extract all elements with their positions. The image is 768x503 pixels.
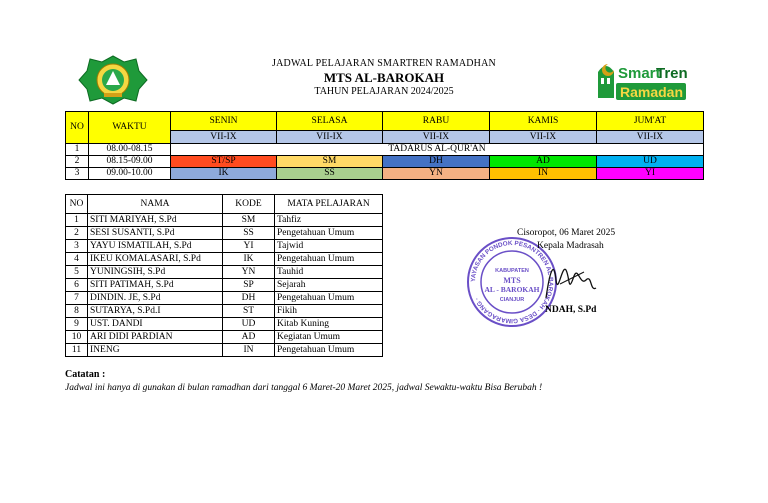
class-range: VII-IX — [383, 131, 490, 144]
teacher-code: YI — [223, 240, 275, 253]
teacher-no: 6 — [66, 279, 88, 292]
row-no: 3 — [66, 168, 89, 180]
subject-cell: IN — [490, 168, 597, 180]
subject-cell: UD — [597, 156, 704, 168]
teacher-code: IN — [223, 344, 275, 357]
teacher-code: YN — [223, 266, 275, 279]
teacher-code: AD — [223, 331, 275, 344]
table-row — [66, 344, 383, 357]
teacher-no: 7 — [66, 292, 88, 305]
signature-name: NDAH, S.Pd — [545, 305, 597, 315]
table-row — [66, 253, 383, 266]
row-time: 09.00-10.00 — [89, 168, 171, 180]
teacher-no: 11 — [66, 344, 88, 357]
teacher-subject: Tajwid — [275, 240, 383, 253]
subject-cell: IK — [171, 168, 277, 180]
teacher-name: SITI MARIYAH, S.Pd — [88, 214, 223, 227]
class-range: VII-IX — [277, 131, 383, 144]
teacher-subject: Kegiatan Umum — [275, 331, 383, 344]
teacher-code: SS — [223, 227, 275, 240]
teacher-code: UD — [223, 318, 275, 331]
teacher-name: DINDIN. JE, S.Pd — [88, 292, 223, 305]
table-row — [66, 292, 383, 305]
logo-text-smart: Smart — [618, 65, 661, 82]
teacher-code: DH — [223, 292, 275, 305]
teacher-name: SESI SUSANTI, S.Pd — [88, 227, 223, 240]
table-row — [66, 305, 383, 318]
header-no: NO — [66, 112, 89, 144]
logo-text-ramadan: Ramadan — [620, 84, 684, 100]
smartren-ramadan-logo — [596, 58, 688, 102]
subject-cell: ST/SP — [171, 156, 277, 168]
stamp-main-text: MTS — [503, 276, 521, 285]
teacher-subject: Sejarah — [275, 279, 383, 292]
teacher-name: SUTARYA, S.Pd.I — [88, 305, 223, 318]
subject-cell: YI — [597, 168, 704, 180]
teacher-no: 10 — [66, 331, 88, 344]
stamp-ring-text: YAYASAN PONDOK PESANTREN AL-BAROKAH · DESA GIMARAGANG · — [469, 239, 555, 325]
teacher-subject: Pengetahuan Umum — [275, 292, 383, 305]
teacher-subject: Pengetahuan Umum — [275, 344, 383, 357]
header-no: NO — [66, 195, 88, 214]
header-nama: NAMA — [88, 195, 223, 214]
table-row — [66, 318, 383, 331]
teacher-subject: Tauhid — [275, 266, 383, 279]
row-time: 08.00-08.15 — [89, 144, 171, 156]
teacher-subject: Fikih — [275, 305, 383, 318]
table-row — [66, 214, 383, 227]
header-day: SENIN — [171, 112, 277, 131]
teacher-name: YUNINGSIH, S.Pd — [88, 266, 223, 279]
row-time: 08.15-09.00 — [89, 156, 171, 168]
teacher-subject: Pengetahuan Umum — [275, 253, 383, 266]
row-no: 2 — [66, 156, 89, 168]
teacher-no: 8 — [66, 305, 88, 318]
header-mapel: MATA PELAJARAN — [275, 195, 383, 214]
teacher-table — [65, 194, 383, 357]
teacher-subject: Kitab Kuning — [275, 318, 383, 331]
handwritten-signature — [540, 250, 600, 310]
subject-cell: YN — [383, 168, 490, 180]
teacher-name: ARI DIDI PARDIAN — [88, 331, 223, 344]
teacher-subject: Pengetahuan Umum — [275, 227, 383, 240]
teacher-name: SITI PATIMAH, S.Pd — [88, 279, 223, 292]
school-name: MTS AL-BAROKAH — [323, 70, 445, 85]
header-waktu: WAKTU — [89, 112, 171, 144]
teacher-name: INENG — [88, 344, 223, 357]
madrasah-logo — [78, 55, 148, 105]
academic-year: TAHUN PELAJARAN 2024/2025 — [314, 86, 454, 97]
table-row — [66, 331, 383, 344]
teacher-code: ST — [223, 305, 275, 318]
teacher-code: SM — [223, 214, 275, 227]
teacher-subject: Tahfiz — [275, 214, 383, 227]
class-range: VII-IX — [171, 131, 277, 144]
signature-role: Kepala Madrasah — [537, 241, 604, 251]
teacher-no: 3 — [66, 240, 88, 253]
stamp-bottom-text: CIANJUR — [499, 297, 525, 303]
stamp-main-text: AL - BAROKAH — [484, 285, 540, 294]
table-row — [66, 266, 383, 279]
row-no: 1 — [66, 144, 89, 156]
teacher-no: 2 — [66, 227, 88, 240]
teacher-no: 4 — [66, 253, 88, 266]
teacher-no: 9 — [66, 318, 88, 331]
teacher-name: YAYU ISMATILAH, S.Pd — [88, 240, 223, 253]
teacher-code: SP — [223, 279, 275, 292]
page-title-line1: JADWAL PELAJARAN SMARTREN RAMADHAN — [272, 58, 496, 69]
teacher-no: 5 — [66, 266, 88, 279]
stamp-top-text: KABUPATEN — [495, 268, 529, 274]
subject-cell: AD — [490, 156, 597, 168]
teacher-no: 1 — [66, 214, 88, 227]
signature-place-date: Cisoropot, 06 Maret 2025 — [517, 228, 616, 238]
header-kode: KODE — [223, 195, 275, 214]
schedule-table — [65, 111, 704, 180]
table-row — [66, 227, 383, 240]
note-title: Catatan : — [65, 369, 106, 380]
tadarus-cell: TADARUS AL-QUR'AN — [171, 144, 704, 156]
class-range: VII-IX — [490, 131, 597, 144]
table-row — [66, 279, 383, 292]
header-day: SELASA — [277, 112, 383, 131]
header-day: JUM'AT — [597, 112, 704, 131]
subject-cell: SM — [277, 156, 383, 168]
teacher-name: UST. DANDI — [88, 318, 223, 331]
note-body: Jadwal ini hanya di gunakan di bulan ramadhan dari tanggal 6 Maret-20 Maret 2025, jadwal Sewaktu-waktu Bisa Berubah ! — [65, 383, 543, 393]
header-day: KAMIS — [490, 112, 597, 131]
subject-cell: DH — [383, 156, 490, 168]
teacher-code: IK — [223, 253, 275, 266]
teacher-name: IKEU KOMALASARI, S.Pd — [88, 253, 223, 266]
header-day: RABU — [383, 112, 490, 131]
subject-cell: SS — [277, 168, 383, 180]
class-range: VII-IX — [597, 131, 704, 144]
table-row — [66, 240, 383, 253]
logo-text-tren: Tren — [656, 65, 688, 82]
